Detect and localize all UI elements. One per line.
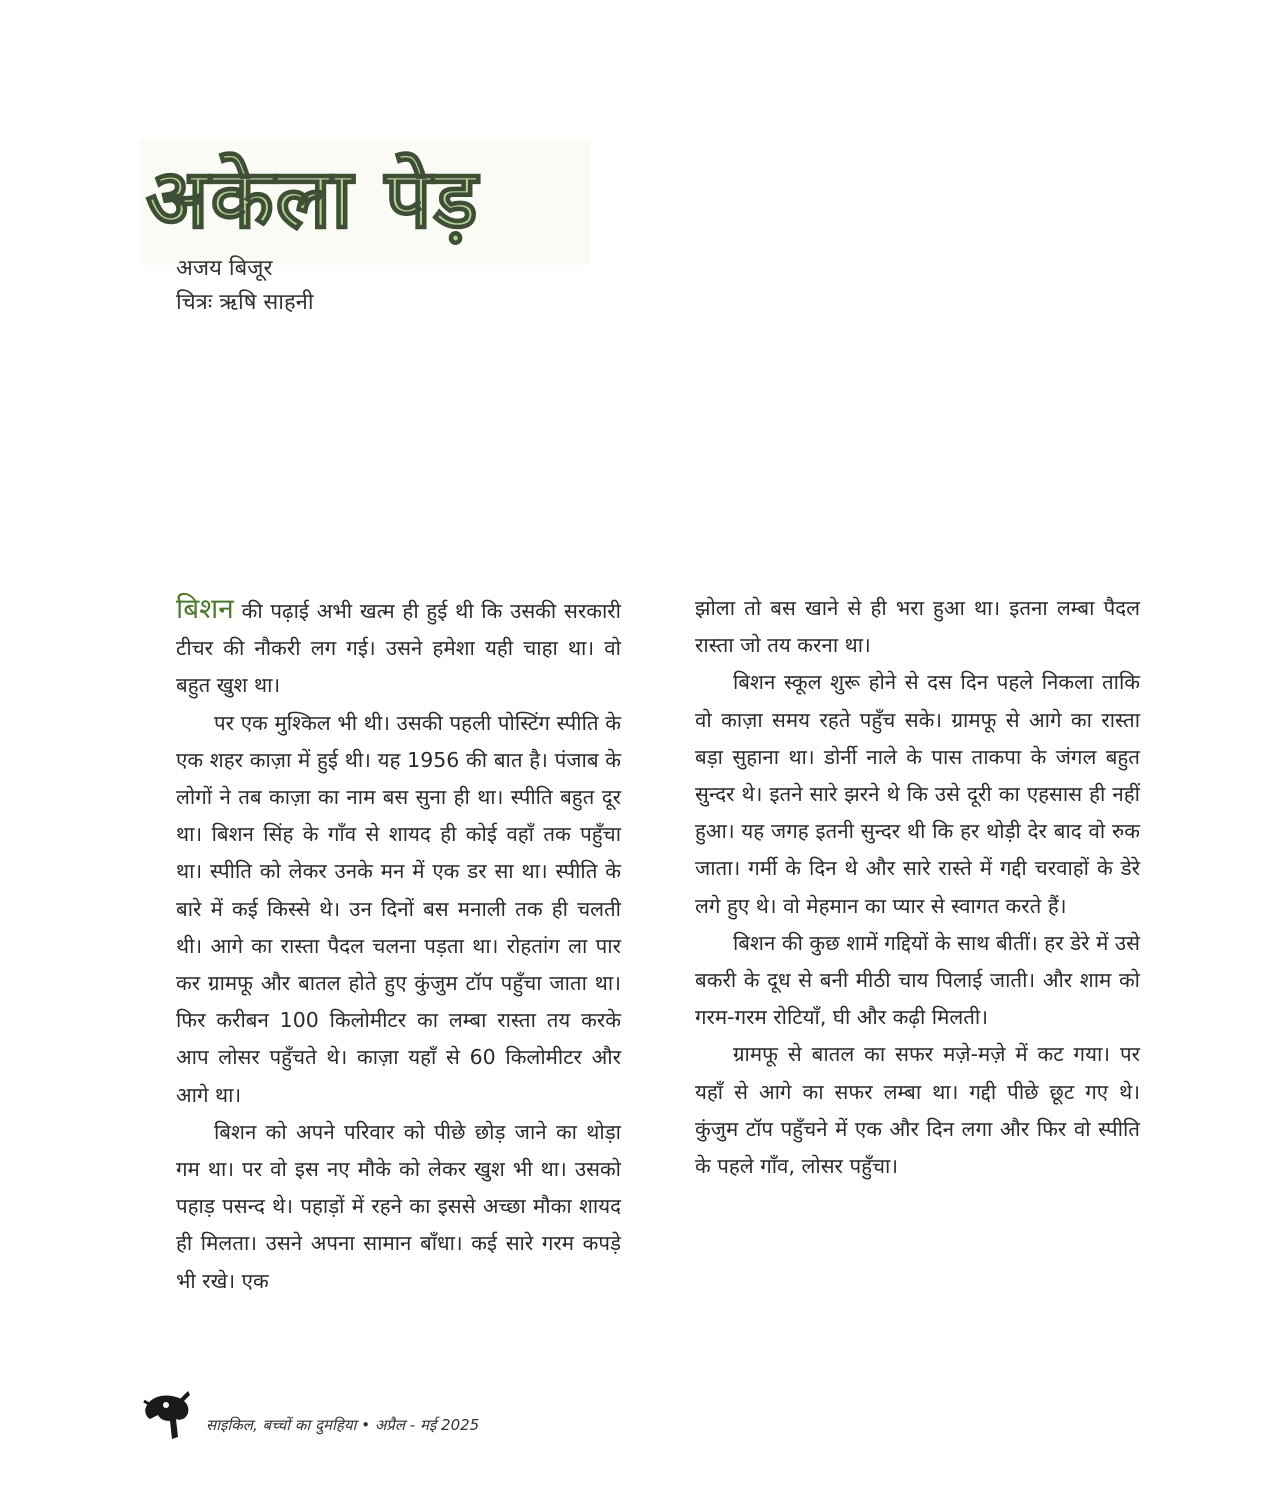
paragraph-5: बिशन की कुछ शामें गद्दियों के साथ बीतीं। हर डेरे में उसे बकरी के दूध से बनी मीठी चाय पिलाई जाती। और शाम को गरम-गरम रोटियाँ, घी और कढ़ी मिलती।: [695, 930, 1140, 1030]
byline: [176, 252, 314, 320]
text-column-left: [176, 590, 621, 1300]
publication-line: साइकिल, बच्चों का दुमहिया • अप्रैल - मई 2025: [206, 1416, 480, 1434]
paragraph-1-text: की पढ़ाई अभी खत्म ही हुई थी कि उसकी सरकारी टीचर की नौकरी लग गई। उसने हमेशा यही चाहा था। वो बहुत खुश था।: [176, 599, 621, 698]
article-title: अकेला पेड़: [146, 152, 480, 247]
paragraph-6: ग्रामफू से बातल का सफर मज़े-मज़े में कट गया। पर यहाँ से आगे का सफर लम्बा था। गद्दी पीछे छूट गए थे। कुंजुम टॉप पहुँचने में एक और दिन लगा और फिर वो स्पीति के पहले गाँव, लोसर पहुँचा।: [695, 1042, 1140, 1179]
text-column-right: [695, 590, 1140, 1185]
paragraph-3-continued: झोला तो बस खाने से ही भरा हुआ था। इतना लम्बा पैदल रास्ता जो तय करना था।: [695, 596, 1140, 658]
paragraph-4: बिशन स्कूल शुरू होने से दस दिन पहले निकला ताकि वो काज़ा समय रहते पहुँच सके। ग्रामफू से आगे का रास्ता बड़ा सुहाना था। डोर्नी नाले के पास ताकपा के जंगल बहुत सुन्दर थे। इतने सारे झरने थे कि उसे दूरी का एहसास ही नहीं हुआ। यह जगह इतनी सुन्दर थी कि हर थोड़ी देर बाद वो रुक जाता। गर्मी के दिन थे और सारे रास्ते में गद्दी चरवाहों के डेरे लगे हुए थे। वो मेहमान का प्यार से स्वागत करते हैं।: [695, 670, 1140, 918]
paragraph-1: [176, 590, 621, 705]
illustrator-credit: चित्रः ऋषि साहनी: [176, 290, 314, 315]
cycle-character-icon: [140, 1385, 200, 1445]
article-title-artwork: [140, 140, 590, 265]
page-footer: [140, 1385, 640, 1445]
paragraph-3: बिशन को अपने परिवार को पीछे छोड़ जाने का थोड़ा गम था। पर वो इस नए मौके को लेकर खुश भी था। उसको पहाड़ पसन्द थे। पहाड़ों में रहने का इससे अच्छा मौका शायद ही मिलता। उसने अपना सामान बाँधा। कई सारे गरम कपड़े भी रखे। एक: [176, 1119, 621, 1293]
paragraph-2: पर एक मुश्किल भी थी। उसकी पहली पोस्टिंग स्पीति के एक शहर काज़ा में हुई थी। यह 1956 की बात है। पंजाब के लोगों ने तब काज़ा का नाम बस सुना ही था। स्पीति बहुत दूर था। बिशन सिंह के गाँव से शायद ही कोई वहाँ तक पहुँचा था। स्पीति को लेकर उनके मन में एक डर सा था। स्पीति के बारे में कई किस्से थे। उन दिनों बस मनाली तक ही चलती थी। आगे का रास्ता पैदल चलना पड़ता था। रोहतांग ला पार कर ग्रामफू और बातल होते हुए कुंजुम टॉप पहुँचा जाता था। फिर करीबन 100 किलोमीटर का लम्बा रास्ता तय करके आप लोसर पहुँचते थे। काज़ा यहाँ से 60 किलोमीटर और आगे था।: [176, 710, 621, 1107]
lead-word: बिशन: [176, 592, 234, 625]
author-name: अजय बिजूर: [176, 256, 273, 281]
